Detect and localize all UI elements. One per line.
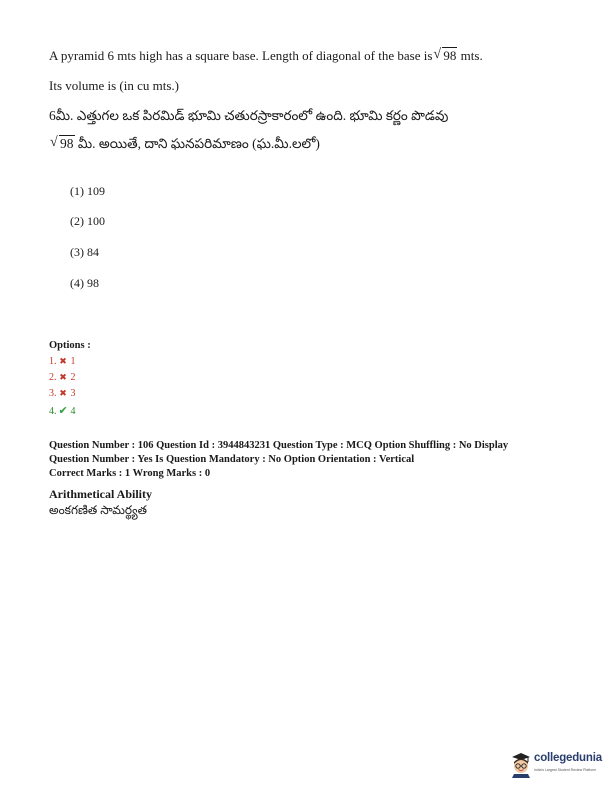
answer-option-1 <box>49 356 76 367</box>
option-value: 3 <box>70 388 76 399</box>
options-heading: Options : <box>49 340 91 351</box>
question-text-en-line1 <box>49 48 483 64</box>
answer-option-4 <box>49 404 76 417</box>
checkmark-icon: ✔ <box>58 405 68 417</box>
choice-4: (4) 98 <box>70 276 99 290</box>
choice-3: (3) 84 <box>70 245 99 259</box>
collegedunia-logo <box>510 748 606 782</box>
sqrt-radicand: 98 <box>443 48 457 63</box>
question-text-te-line1: 6మీ. ఎత్తుగల ఒక పిరమిడ్ భూమి చతురస్రాకారంలో ఉంది. భూమి కర్ణం పొడవు <box>49 108 449 123</box>
question-meta-line2: Question Number : Yes Is Question Mandatory : No Option Orientation : Vertical <box>49 454 415 465</box>
sqrt-symbol <box>433 48 457 64</box>
cross-icon: ✖ <box>59 372 67 382</box>
option-number: 2. <box>49 372 57 383</box>
cross-icon: ✖ <box>59 388 67 398</box>
mascot-icon <box>510 750 532 778</box>
question-text-en-line2: Its volume is (in cu mts.) <box>49 78 179 93</box>
option-value: 2 <box>70 372 76 383</box>
option-value: 1 <box>70 356 76 367</box>
question-text-te-line2 <box>49 136 320 155</box>
section-title-en: Arithmetical Ability <box>49 487 152 501</box>
question-en-prefix: A pyramid 6 mts high has a square base. Length of diagonal of the base is <box>49 48 433 63</box>
question-te-suffix: మీ. అయితే, దాని ఘనపరిమాణం (ఘ.మీ.లలో) <box>74 136 320 151</box>
option-number: 4. <box>49 406 57 417</box>
sqrt-radicand: 98 <box>60 136 74 151</box>
choice-2: (2) 100 <box>70 214 105 228</box>
cross-icon: ✖ <box>59 356 67 366</box>
brand-name: collegedunia <box>534 752 602 764</box>
option-number: 3. <box>49 388 57 399</box>
answer-option-2 <box>49 372 76 383</box>
brand-tagline: India's Largest Student Review Platform <box>534 768 597 772</box>
sqrt-symbol <box>50 136 75 152</box>
section-title-te: అంకగణిత సామర్థ్యత <box>49 503 147 517</box>
question-meta-line1: Question Number : 106 Question Id : 3944843231 Question Type : MCQ Option Shuffling : No Display <box>49 440 509 451</box>
option-number: 1. <box>49 356 57 367</box>
answer-option-3 <box>49 388 76 399</box>
option-value: 4 <box>70 406 76 417</box>
question-en-suffix: mts. <box>457 48 483 63</box>
question-meta-line3: Correct Marks : 1 Wrong Marks : 0 <box>49 468 211 479</box>
choice-1: (1) 109 <box>70 184 105 198</box>
